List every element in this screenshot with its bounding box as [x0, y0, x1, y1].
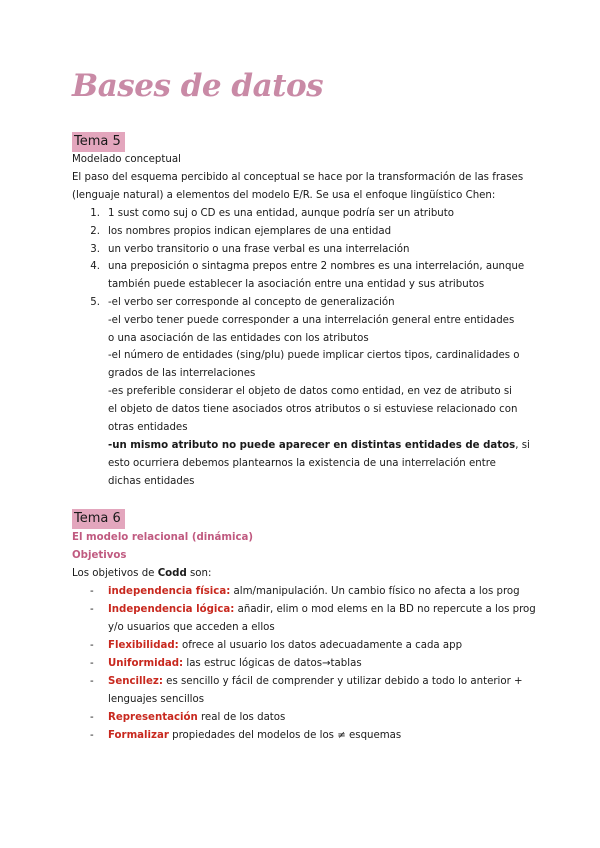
bullet-item	[108, 674, 523, 690]
bullet-term: Formalizar	[108, 730, 169, 741]
bullet-text: alm/manipulación. Un cambio físico no afecta a los prog	[230, 586, 520, 597]
intro-post: son:	[186, 568, 212, 579]
list-item-text: o una asociación de las entidades con los atributos	[108, 332, 369, 344]
bullet-dash: -	[90, 658, 94, 669]
bullet-text: añadir, elim o mod elems en la BD no repercute a los prog	[234, 604, 536, 615]
bullet-text: propiedades del modelos de los ≠ esquemas	[168, 730, 402, 741]
bullet-item	[108, 602, 536, 618]
bullet-dash: -	[90, 712, 94, 723]
tema6-heading: El modelo relacional (dinámica)	[72, 532, 254, 543]
bullet-item	[108, 710, 285, 726]
page-title: Bases de datos	[72, 68, 324, 104]
bullet-item	[108, 728, 401, 744]
bullet-item	[108, 638, 462, 654]
list-number: 4.	[90, 261, 100, 273]
list-item-text: -es preferible considerar el objeto de datos como entidad, en vez de atributo si	[108, 386, 512, 397]
bullet-term: Sencillez:	[108, 676, 163, 687]
list-item-text: grados de las interrelaciones	[108, 368, 256, 380]
rule-tail: , si	[515, 440, 530, 451]
list-item-text: el objeto de datos tiene asociados otros atributos o si estuviese relacionado con	[108, 403, 518, 415]
tema5-subtitle: Modelado conceptual	[72, 154, 181, 165]
intro-pre: Los objetivos de	[72, 568, 158, 579]
bullet-text: real de los datos	[197, 712, 286, 723]
bullet-continuation: lenguajes sencillos	[108, 694, 205, 705]
list-item-text: -el verbo ser corresponde al concepto de generalización	[108, 297, 395, 308]
list-number: 3.	[90, 243, 100, 255]
list-item-text: 1 sust como suj o CD es una entidad, aunque podría ser un atributo	[108, 208, 454, 219]
bullet-text: ofrece al usuario los datos adecuadamente a cada app	[178, 640, 463, 651]
bullet-dash: -	[90, 586, 94, 597]
bullet-item	[108, 584, 520, 600]
tema5-intro-line1: El paso del esquema percibido al conceptual se hace por la transformación de las frases	[72, 172, 524, 183]
codd-bold: Codd	[157, 568, 187, 579]
bullet-continuation: y/o usuarios que acceden a ellos	[108, 622, 275, 633]
bullet-text: es sencillo y fácil de comprender y utilizar debido a todo lo anterior +	[162, 676, 523, 687]
bullet-dash: -	[90, 676, 94, 687]
tema6-intro	[72, 566, 211, 582]
list-item-text: un verbo transitorio o una frase verbal es una interrelación	[108, 243, 410, 255]
bold-rule: -un mismo atributo no puede aparecer en distintas entidades de datos	[108, 440, 516, 451]
list-number: 2.	[90, 225, 100, 237]
tema5-label: Tema 5	[72, 132, 125, 152]
bullet-term: Independencia lógica:	[108, 604, 235, 615]
list-number: 5.	[90, 297, 100, 308]
bullet-dash: -	[90, 730, 94, 741]
list-item-text: otras entidades	[108, 421, 188, 433]
list-item-text: también puede establecer la asociación entre una entidad y sus atributos	[108, 279, 485, 291]
bullet-term: Representación	[108, 712, 198, 723]
list-item-text: -el verbo tener puede corresponder a una interrelación general entre entidades	[108, 314, 515, 326]
list-number: 1.	[90, 208, 100, 219]
bullet-text: las estruc lógicas de datos→tablas	[183, 658, 362, 669]
list-item-text: una preposición o sintagma prepos entre 2 nombres es una interrelación, aunque	[108, 261, 525, 273]
list-item-text: -el número de entidades (sing/plu) puede implicar ciertos tipos, cardinalidades o	[108, 350, 520, 362]
bullet-term: Flexibilidad:	[108, 640, 179, 651]
bullet-dash: -	[90, 604, 94, 615]
tema5-last-line3: dichas entidades	[108, 476, 195, 487]
tema6-subheading: Objetivos	[72, 550, 127, 561]
tema5-intro-line2: (lenguaje natural) a elementos del modelo E/R. Se usa el enfoque lingüístico Chen:	[72, 190, 496, 201]
bullet-term: Uniformidad:	[108, 658, 184, 669]
tema5-last-line1	[108, 438, 530, 454]
tema6-label: Tema 6	[72, 509, 125, 529]
list-item-text: los nombres propios indican ejemplares de una entidad	[108, 225, 392, 237]
bullet-dash: -	[90, 640, 94, 651]
bullet-term: independencia física:	[108, 586, 231, 597]
tema5-last-line2: esto ocurriera debemos plantearnos la existencia de una interrelación entre	[108, 458, 496, 469]
bullet-item	[108, 656, 362, 672]
